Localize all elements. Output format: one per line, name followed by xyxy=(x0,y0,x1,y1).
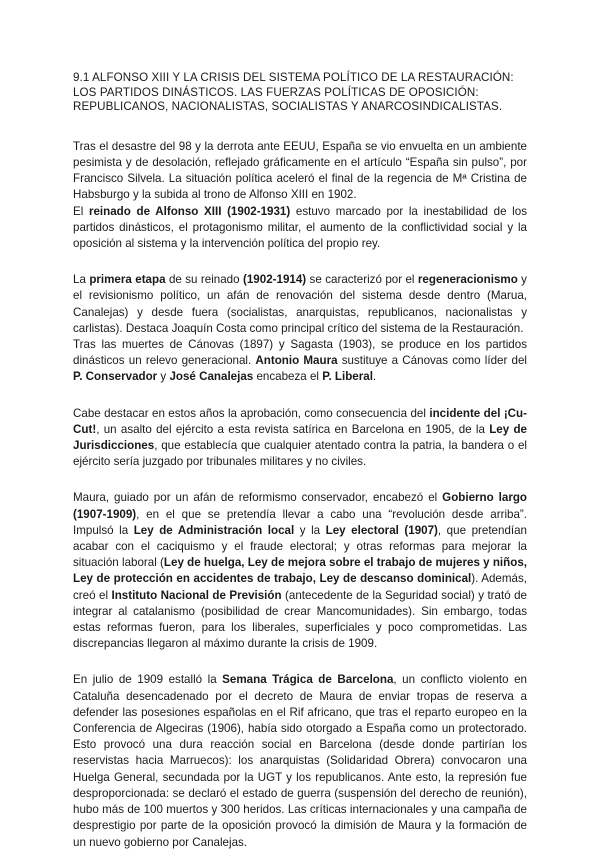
bold-text: Ley de huelga, Ley de mejora sobre el trabajo de mujeres y niños, Ley de protección en accidentes de trabajo, Ley de descanso dominical xyxy=(73,556,527,586)
paragraph-primera-etapa xyxy=(73,272,527,337)
text-run: y xyxy=(157,370,170,384)
text-run: La xyxy=(73,273,90,287)
text-run: , que pretendían acabar con el caciquismo y el fraude electoral; y otras reformas para mejorar la situación laboral ( xyxy=(73,523,528,570)
text-run: El xyxy=(73,204,89,218)
bold-text: Semana Trágica de Barcelona xyxy=(222,673,394,687)
bold-text: Gobierno largo (1907-1909) xyxy=(73,491,527,521)
text-run: , en el que se pretendía llevar a cabo una “revolución desde arriba”. Impulsó la xyxy=(73,507,527,537)
paragraph-gap xyxy=(73,652,527,672)
paragraph-gap xyxy=(73,386,527,406)
paragraph-maura xyxy=(73,490,527,652)
text-run: sustituye a Cánovas como líder del xyxy=(337,354,527,368)
text-run: Cabe destacar en estos años la aprobación, como consecuencia del xyxy=(73,406,430,420)
paragraph-semana-tragica xyxy=(73,672,527,850)
text-run: (antecedente de la Seguridad social) y trató de integrar al catalanismo (posibilidad de crear Mancomunidades). Sin embargo, todas estas reformas fueron, para los liberales, superficiales y poco comprometidas. Las discrepancias llegaron al máximo durante la crisis de 1909. xyxy=(73,588,527,651)
bold-text: P. Liberal xyxy=(322,370,373,384)
bold-text: reinado de Alfonso XIII (1902-1931) xyxy=(88,204,291,218)
bold-text: Ley de Administración local xyxy=(133,523,295,537)
text-run: En julio de 1909 estalló la xyxy=(73,673,223,687)
bold-text: Ley de Jurisdicciones xyxy=(73,422,527,453)
document-title: 9.1 ALFONSO XIII Y LA CRISIS DEL SISTEMA POLÍTICO DE LA RESTAURACIÓN: LOS PARTIDOS DINÁSTICOS. LAS FUERZAS POLÍTICAS DE OPOSICIÓN: REPUBLICANOS, NACIONALISTAS, SOCIALISTAS Y ANARCOSINDICALISTAS. xyxy=(73,71,514,114)
bold-text: primera etapa xyxy=(89,273,166,287)
text-run: encabeza el xyxy=(253,370,323,384)
paragraph-cu-cut xyxy=(73,406,527,471)
text-run: y el revisionismo político, un afán de renovación del sistema desde dentro (Marua, Canalejas) y desde fuera (socialistas, anarquistas, republicanos, nacionalistas y carlistas). Destaca Joaquín Costa como principal crítico del sistema de la Restauración. xyxy=(73,273,527,335)
text-run: , un asalto del ejército a esta revista satírica en Barcelona en 1905, de la xyxy=(96,422,490,436)
text-run: estuvo marcado por la inestabilidad de los partidos dinásticos, el protagonismo militar, el aumento de la conflictividad social y la oposición al sistema y la intervención política del propio rey. xyxy=(73,204,527,250)
text-run: Tras las muertes de Cánovas (1897) y Sagasta (1903), se produce en los partidos dinásticos un relevo generacional. xyxy=(73,338,527,368)
text-run: de su reinado xyxy=(165,273,243,287)
paragraph-reinado xyxy=(73,204,527,253)
text-run: . xyxy=(372,370,377,384)
bold-text: Instituto Nacional de Previsión xyxy=(111,588,282,602)
paragraph-intro xyxy=(73,139,527,204)
bold-text: incidente del ¡Cu-Cut! xyxy=(73,406,527,436)
bold-text: regeneracionismo xyxy=(417,273,518,287)
bold-text: (1902-1914) xyxy=(242,273,307,287)
text-run: ). Además, creó el xyxy=(73,572,527,602)
text-run: , un conflicto violento en Cataluña desencadenado por el decreto de Maura de enviar tropas de reserva a defender las posesiones españolas en el Rif africano, que tras el reparto europeo en la Conferencia de Algeciras (1906), había sido otorgado a España como un protectorado. Esto provocó una dura reacción social en Barcelona (desde donde partirían los reservistas hacia Marruecos): los anarquistas (Solidaridad Obrera) convocaron una Huelga General, secundada por la UGT y los republicanos. Ante esto, la represión fue desproporcionada: se declaró el estado de guerra (suspensión del derecho de reunión), hubo más de 100 muertos y 300 heridos. Las críticas internacionales y una campaña de desprestigio por parte de la oposición provocó la dimisión de Maura y la formación de un nuevo gobierno por Canalejas. xyxy=(73,673,528,849)
text-run: Tras el desastre del 98 y la derrota ante EEUU, España se vio envuelta en un ambiente pesimista y de desolación, reflejado gráficamente en el artículo “España sin pulso”, por Francisco Silvela. La situación política aceleró el final de la regencia de Mª Cristina de Habsburgo y la subida al trono de Alfonso XIII en 1902. xyxy=(73,139,527,202)
text-run: y la xyxy=(294,523,326,537)
bold-text: Ley electoral (1907) xyxy=(325,523,438,537)
bold-text: José Canalejas xyxy=(169,370,254,384)
bold-text: P. Conservador xyxy=(73,370,158,384)
bold-text: Antonio Maura xyxy=(255,354,338,368)
text-run: Maura, guiado por un afán de reformismo conservador, encabezó el xyxy=(73,491,443,505)
paragraph-relevo xyxy=(73,337,527,386)
text-run: , que establecía que cualquier atentado contra la patria, la bandera o el ejército sería juzgado por tribunales militares y no civiles. xyxy=(73,439,527,469)
paragraph-gap xyxy=(73,470,527,490)
paragraph-gap xyxy=(73,252,527,272)
text-run: se caracterizó por el xyxy=(306,273,418,287)
